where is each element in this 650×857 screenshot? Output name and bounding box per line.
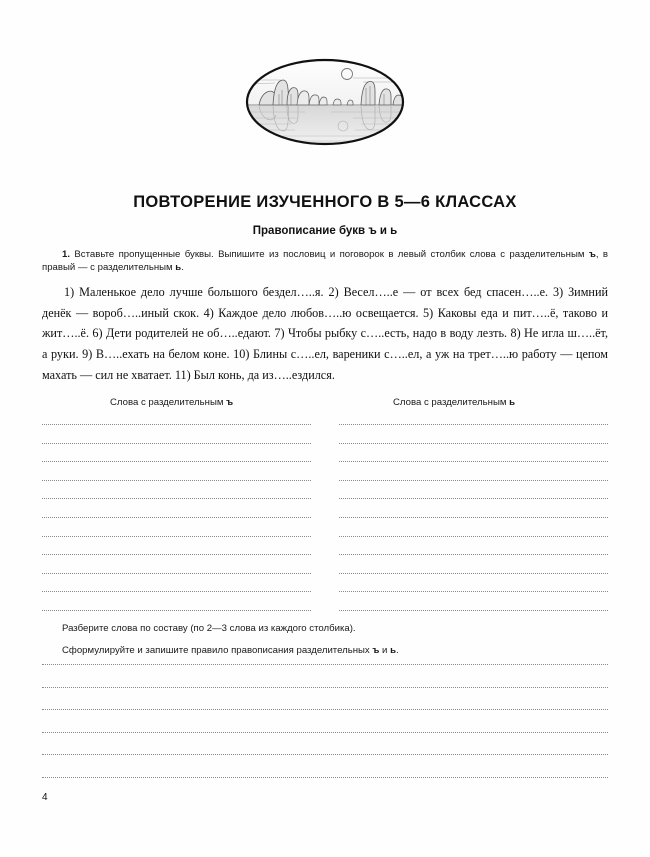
task-text-part-3: . [181,262,184,274]
column-header-hard-sign [42,397,325,408]
answer-line-row [42,591,608,592]
answer-line-hard[interactable] [42,573,311,574]
answer-line-soft[interactable] [339,536,608,537]
exercise-sentences: 1) Маленькое дело лучше большого бездел…..я. 2) Весел…..е — от всех бед спасен…..е. 3) Зимний денёк — вороб…..иный скок. 4) Каждое дело любов…..ю освещается. 5) Каковы еда и пит…..ё, таково и жит…..ё. 6) Дети родителей не об…..едают. 7) Чтобы рыбку с…..есть, надо в воду лезть. 8) Не игла ш…..ёт, а руки. 9) В…..ехать на белом коне. 10) Блины с…..ел, вареники с…..ел, а уж на трет…..ю работу — цепом махать — сил не хватает. 11) Был конь, да из…..ездился. [42,285,608,382]
answer-line-hard[interactable] [42,424,311,425]
column-header-soft-sign [325,397,608,408]
answer-line-row [42,554,608,555]
column-headers [42,397,608,408]
task-number: 1. [62,248,71,260]
task-text-part-1: Вставьте пропущенные буквы. Выпишите из пословиц и поговорок в левый столбик слова с разделительным [74,248,589,260]
subtask-formulate-rule [42,644,608,658]
answer-line-soft[interactable] [339,443,608,444]
rule-answer-area[interactable] [42,664,608,800]
answer-line-row [42,424,608,425]
answer-line-soft[interactable] [339,591,608,592]
task-letter-soft: ь [175,262,182,274]
answer-line-soft[interactable] [339,480,608,481]
two-column-answer-area[interactable] [42,424,608,629]
column-header-hard-label: Слова с разделительным [110,397,227,408]
task-letter-hard: ъ [588,248,596,260]
answer-line-soft[interactable] [339,554,608,555]
section-title: Правописание букв ъ и ь [252,224,398,237]
answer-line-row [42,461,608,462]
answer-line-hard[interactable] [42,554,311,555]
oval-landscape-vignette-icon [235,56,415,148]
answer-line-soft[interactable] [339,573,608,574]
answer-line-soft[interactable] [339,517,608,518]
answer-line-hard[interactable] [42,610,311,611]
page-title: ПОВТОРЕНИЕ ИЗУЧЕННОГО В 5—6 КЛАССАХ [133,193,517,212]
rule-answer-line[interactable] [42,777,608,778]
rule-answer-line[interactable] [42,732,608,733]
answer-line-row [42,610,608,611]
answer-line-row [42,498,608,499]
subtask-rule-suffix: . [395,644,399,656]
illustration-container [0,56,650,148]
answer-line-row [42,573,608,574]
subtask-rule-prefix: Сформулируйте и запишите правило правописания разделительных [62,644,373,656]
answer-line-hard[interactable] [42,498,311,499]
answer-line-soft[interactable] [339,461,608,462]
column-header-hard-letter: ъ [226,397,234,408]
rule-answer-line[interactable] [42,687,608,688]
rule-answer-line[interactable] [42,709,608,710]
answer-line-soft[interactable] [339,498,608,499]
answer-line-soft[interactable] [339,610,608,611]
answer-line-hard[interactable] [42,443,311,444]
answer-line-hard[interactable] [42,461,311,462]
rule-answer-line[interactable] [42,754,608,755]
answer-line-hard[interactable] [42,517,311,518]
answer-line-row [42,443,608,444]
answer-line-row [42,517,608,518]
column-header-soft-letter: ь [509,397,516,408]
answer-line-hard[interactable] [42,591,311,592]
rule-answer-line[interactable] [42,664,608,665]
subtask-rule-letter-soft: ь [390,644,396,656]
page-number: 4 [42,792,48,803]
answer-line-soft[interactable] [339,424,608,425]
subtask-rule-conjunction: и [379,644,391,656]
answer-line-row [42,536,608,537]
task-instruction [42,248,608,275]
subtask-morphemic-analysis: Разберите слова по составу (по 2—3 слова из каждого столбика). [62,622,356,634]
subtask-rule-letter-hard: ъ [372,644,380,656]
answer-line-hard[interactable] [42,536,311,537]
task-text-part-2: , в правый — с разделительным [42,248,608,274]
answer-line-row [42,480,608,481]
answer-line-hard[interactable] [42,480,311,481]
column-header-soft-label: Слова с разделительным [393,397,510,408]
